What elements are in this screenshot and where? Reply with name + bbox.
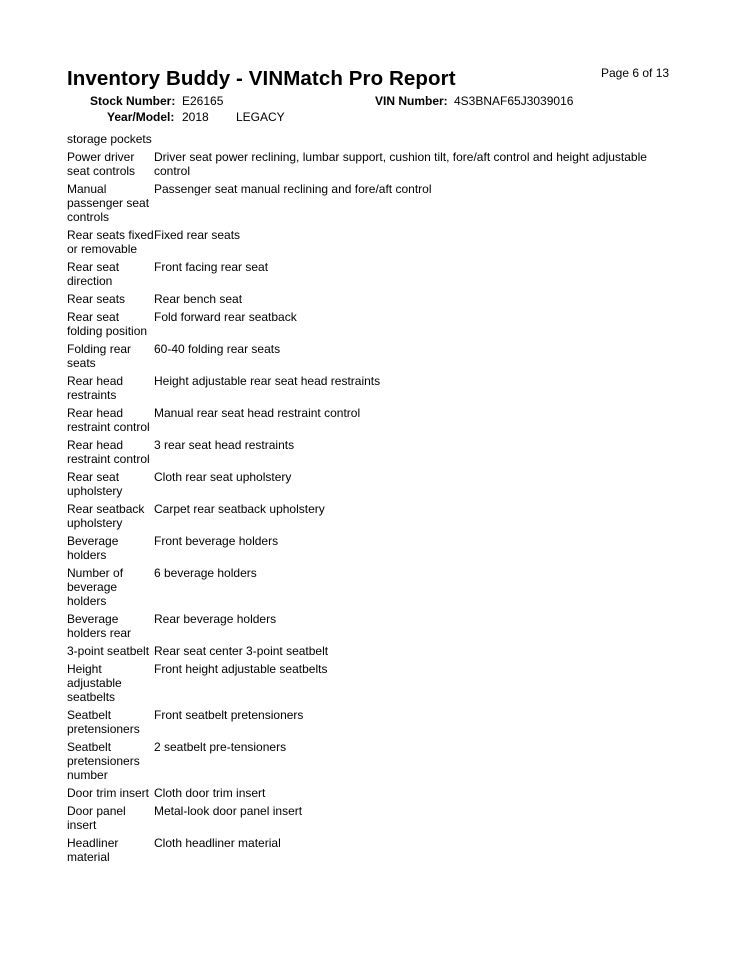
year-value: 2018 <box>182 110 209 124</box>
vin-number-value: 4S3BNAF65J3039016 <box>454 94 574 108</box>
spec-row <box>67 740 677 782</box>
spec-label: Beverage holders <box>67 534 119 562</box>
spec-label: Rear seat direction <box>67 260 120 288</box>
spec-value: Cloth door trim insert <box>154 786 266 800</box>
spec-label: storage pockets <box>67 132 152 146</box>
vin-number-label: VIN Number: <box>375 94 448 108</box>
spec-value: Cloth rear seat upholstery <box>154 470 292 484</box>
spec-value: Driver seat power reclining, lumbar support, cushion tilt, fore/aft control and height adjustable control <box>154 150 647 178</box>
spec-label: Door trim insert <box>67 786 150 800</box>
spec-label: Power driver seat controls <box>67 150 136 178</box>
spec-value: Carpet rear seatback upholstery <box>154 502 325 516</box>
spec-row <box>67 374 677 402</box>
spec-label: Rear seats fixed or removable <box>67 228 154 256</box>
spec-row <box>67 260 677 288</box>
spec-value: 60-40 folding rear seats <box>154 342 281 356</box>
spec-label: 3-point seatbelt <box>67 644 150 658</box>
spec-label: Height adjustable seatbelts <box>67 662 122 704</box>
spec-row <box>67 470 677 498</box>
spec-value: Rear beverage holders <box>154 612 277 626</box>
spec-label: Folding rear seats <box>67 342 132 370</box>
spec-row <box>67 132 677 146</box>
spec-value: Cloth headliner material <box>154 836 281 850</box>
spec-label: Rear seat folding position <box>67 310 148 338</box>
spec-row <box>67 644 677 658</box>
spec-label: Rear seat upholstery <box>67 470 123 498</box>
spec-value: Fixed rear seats <box>154 228 241 242</box>
spec-value: Manual rear seat head restraint control <box>154 406 361 420</box>
spec-value: Metal-look door panel insert <box>154 804 303 818</box>
spec-value: 2 seatbelt pre-tensioners <box>154 740 287 754</box>
spec-value: Rear bench seat <box>154 292 243 306</box>
spec-row <box>67 310 677 338</box>
model-value: LEGACY <box>236 110 285 124</box>
spec-row <box>67 708 677 736</box>
spec-value: 6 beverage holders <box>154 566 257 580</box>
spec-value: Passenger seat manual reclining and fore/aft control <box>154 182 432 196</box>
spec-value: 3 rear seat head restraints <box>154 438 295 452</box>
spec-row <box>67 804 677 832</box>
spec-label: Door panel insert <box>67 804 126 832</box>
spec-row <box>67 612 677 640</box>
spec-label: Rear seatback upholstery <box>67 502 145 530</box>
spec-row <box>67 182 677 224</box>
spec-value: Fold forward rear seatback <box>154 310 297 324</box>
spec-label: Rear head restraints <box>67 374 124 402</box>
page-number: Page 6 of 13 <box>601 66 670 80</box>
spec-label: Rear seats <box>67 292 126 306</box>
spec-row <box>67 534 677 562</box>
spec-label: Seatbelt pretensioners number <box>67 740 140 782</box>
spec-value: Rear seat center 3-point seatbelt <box>154 644 329 658</box>
spec-label: Seatbelt pretensioners <box>67 708 140 736</box>
spec-label: Number of beverage holders <box>67 566 124 608</box>
spec-row <box>67 786 677 800</box>
spec-value: Front height adjustable seatbelts <box>154 662 328 676</box>
spec-value <box>154 132 677 146</box>
spec-value: Height adjustable rear seat head restraints <box>154 374 381 388</box>
spec-row <box>67 502 677 530</box>
spec-label: Rear head restraint control <box>67 406 150 434</box>
spec-label: Rear head restraint control <box>67 438 150 466</box>
spec-row <box>67 342 677 370</box>
spec-row <box>67 228 677 256</box>
spec-row <box>67 662 677 704</box>
spec-value: Front beverage holders <box>154 534 279 548</box>
spec-row <box>67 292 677 306</box>
spec-row <box>67 836 677 864</box>
spec-list <box>67 132 677 868</box>
stock-number-value: E26165 <box>182 94 224 108</box>
spec-label: Headliner material <box>67 836 119 864</box>
spec-row <box>67 566 677 608</box>
spec-row <box>67 150 677 178</box>
spec-value: Front facing rear seat <box>154 260 269 274</box>
stock-number-label: Stock Number: <box>90 94 176 108</box>
spec-label: Beverage holders rear <box>67 612 132 640</box>
spec-label: Manual passenger seat controls <box>67 182 150 224</box>
spec-row <box>67 406 677 434</box>
spec-value: Front seatbelt pretensioners <box>154 708 304 722</box>
year-model-label: Year/Model: <box>107 110 175 124</box>
spec-row <box>67 438 677 466</box>
report-title: Inventory Buddy - VINMatch Pro Report <box>67 67 456 90</box>
